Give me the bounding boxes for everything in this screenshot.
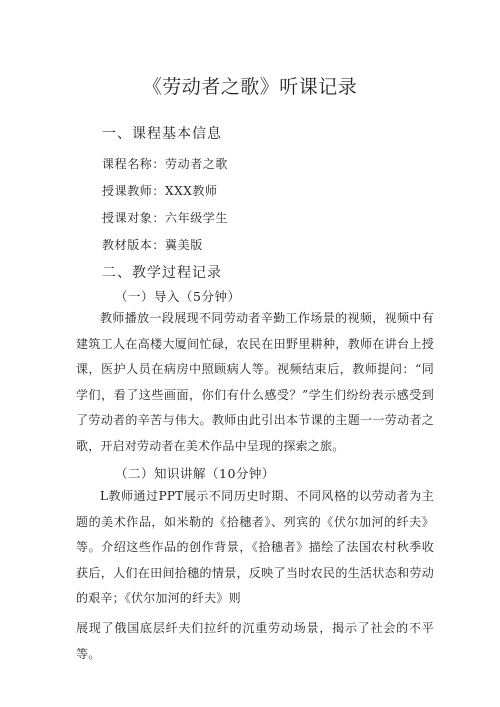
subsection-heading-intro: （一）导入（5分钟） [115,289,241,304]
info-course-name: 课程名称：劳动者之歌 [102,157,229,171]
section-heading-basic-info: 一、课程基本信息 [102,126,222,142]
info-audience: 授课对象：六年级学生 [102,211,229,225]
info-textbook: 教材版本：冀美版 [102,238,203,252]
subsection-heading-lecture: （二）知识讲解（10分钟） [115,466,275,481]
section-heading-process: 二、教学过程记录 [102,265,222,281]
paragraph-lecture: L教师通过PPT展示不同历史时期、不同风格的以劳动者为主题的美术作品，如米勒的《拾穗者》、列宾的《伏尔加河的纤夫》等。介绍这些作品的创作背景，《拾穗者》描绘了法国农村秋季收获后，人们在田间拾穗的情景，反映了当时农民的生活状态和劳动的艰辛；《伏尔加河的纤夫》则 [76,489,434,606]
paragraph-intro: 教师播放一段展现不同劳动者辛勤工作场景的视频，视频中有建筑工人在高楼大厦间忙碌，农民在田野里耕种，教师在讲台上授课，医护人员在病房中照顾病人等。视频结束后，教师提问：“同学们，看了这些画面，你们有什么感受？”学生们纷纷表示感受到了劳动者的辛苦与伟大。教师由此引出本节课的主题一一劳动者之歌，开启对劳动者在美术作品中呈现的探索之旅。 [76,311,434,453]
document-title: 《劳动者之歌》听课记录 [142,76,358,98]
info-teacher: 授课教师：XXX教师 [102,184,218,198]
paragraph-lecture-continued: 展现了俄国底层纤夫们拉纤的沉重劳动场景，揭示了社会的不平等。 [76,621,434,661]
